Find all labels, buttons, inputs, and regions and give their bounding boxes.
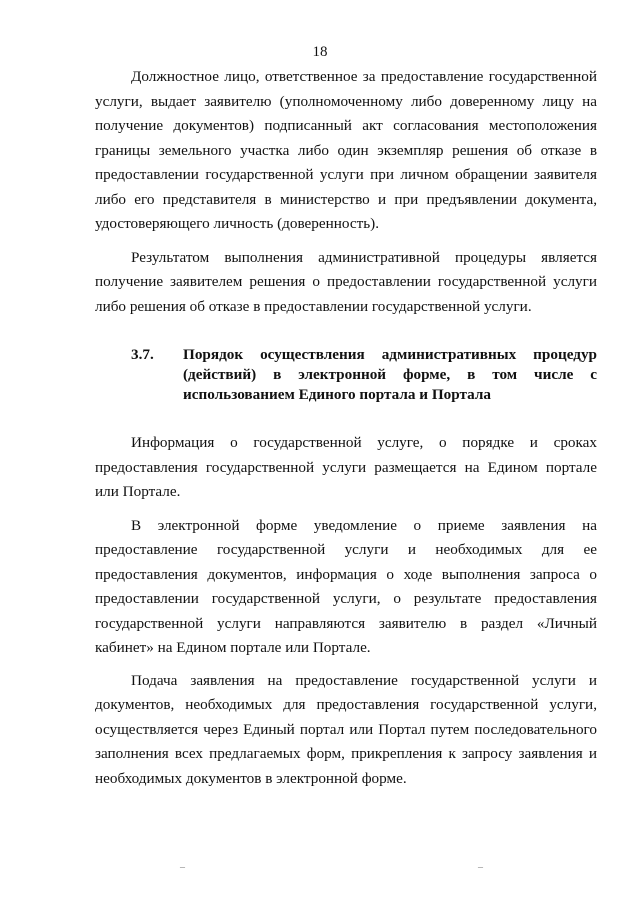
scan-artifact-mark: – xyxy=(478,862,483,873)
document-body xyxy=(95,62,597,791)
paragraph-application-submission: Подача заявления на предоставление государственной услуги и документов, необходимых для предоставления государственной услуги, осуществляется через Единый портал или Портал путем последовательного заполнения всех предлагаемых форм, прикрепления к запросу заявления и необходимых документов в электронной форме. xyxy=(95,671,597,787)
section-title: Порядок осуществления административных процедур (действий) в электронной форме, в том числе с использованием Единого портала и Портала xyxy=(183,346,597,403)
scan-artifact-mark: – xyxy=(180,862,185,873)
paragraph-electronic-notification: В электронной форме уведомление о приеме заявления на предоставление государственной услуги и необходимых для ее предоставления документов, информация о ходе выполнения запроса о предоставлении государственной услуги, о результате предоставления государственной услуги направляются заявителю в раздел «Личный кабинет» на Едином портале или Портале. xyxy=(95,516,597,656)
section-number: 3.7. xyxy=(131,346,154,363)
paragraph-procedure-result: Результатом выполнения административной процедуры является получение заявителем решения о предоставлении государственной услуги либо решения об отказе в предоставлении государственной услуги. xyxy=(95,248,597,315)
paragraph-service-information: Информация о государственной услуге, о порядке и сроках предоставления государственной услуги размещается на Едином портале или Портале. xyxy=(95,434,597,500)
section-heading xyxy=(95,345,597,405)
page-number: 18 xyxy=(312,44,328,60)
paragraph-official-issues-act: Должностное лицо, ответственное за предоставление государственной услуги, выдает заявителю (уполномоченному либо доверенному лицу на получение документов) подписанный акт согласования местоположения границы земельного участка либо один экземпляр решения об отказе в предоставлении государственной услуги при личном обращении заявителя либо его представителя в министерство и при предъявлении документа, удостоверяющего личность (доверенность). xyxy=(95,68,597,232)
